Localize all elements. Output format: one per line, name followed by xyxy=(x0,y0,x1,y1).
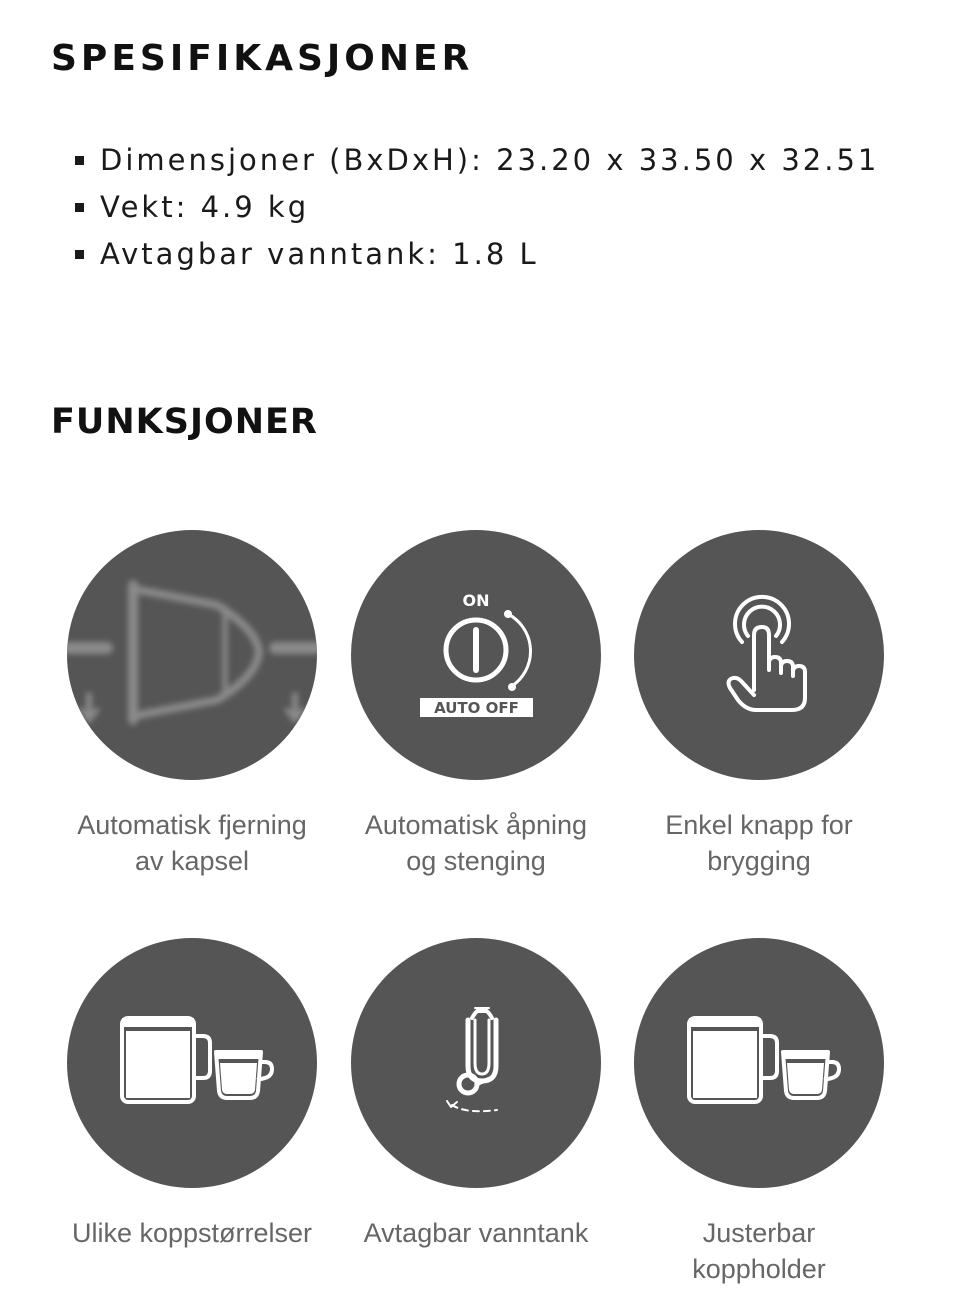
bullet-icon xyxy=(75,156,84,165)
icon-auto-off-label: AUTO OFF xyxy=(434,699,519,717)
bullet-icon xyxy=(75,203,84,212)
spec-item-text: Avtagbar vanntank: 1.8 L xyxy=(100,237,539,271)
caption-line: Ulike koppstørrelser xyxy=(71,1218,313,1248)
caption-line: koppholder xyxy=(692,1254,826,1284)
power-auto-off-icon xyxy=(351,530,601,780)
feature-icon-circle xyxy=(634,530,884,780)
caption-line: Justerbar xyxy=(702,1218,816,1248)
caption-line: av kapsel xyxy=(134,846,250,876)
feature-icon-circle xyxy=(351,530,601,780)
bullet-icon xyxy=(75,250,84,259)
removable-water-tank-icon xyxy=(351,938,601,1188)
caption-line: og stenging xyxy=(406,846,546,876)
feature-icon-circle xyxy=(351,938,601,1188)
functions-heading: FUNKSJONER xyxy=(51,402,318,442)
feature-icon-circle xyxy=(67,938,317,1188)
specifications-heading: SPESIFIKASJONER xyxy=(51,38,474,79)
feature-icon-circle xyxy=(634,938,884,1188)
feature-caption xyxy=(50,1215,334,1251)
spec-item-text: Vekt: 4.9 kg xyxy=(100,190,310,224)
feature-caption xyxy=(334,1215,618,1251)
cup-sizes-icon xyxy=(67,938,317,1188)
capsule-eject-icon xyxy=(67,530,317,780)
caption-line: Enkel knapp for xyxy=(665,810,853,840)
spec-item-text: Dimensjoner (BxDxH): 23.20 x 33.50 x 32.51 xyxy=(100,143,880,177)
feature-caption xyxy=(50,807,334,879)
icon-on-label: ON xyxy=(462,591,490,610)
caption-line: Avtagbar vanntank xyxy=(363,1218,589,1248)
caption-line: brygging xyxy=(707,846,811,876)
feature-caption xyxy=(334,807,618,879)
caption-line: Automatisk fjerning xyxy=(77,810,307,840)
feature-caption xyxy=(617,1215,901,1287)
caption-line: Automatisk åpning xyxy=(364,810,588,840)
adjustable-cup-holder-icon xyxy=(634,938,884,1188)
feature-caption xyxy=(617,807,901,879)
feature-icon-circle xyxy=(67,530,317,780)
touch-button-icon xyxy=(634,530,884,780)
